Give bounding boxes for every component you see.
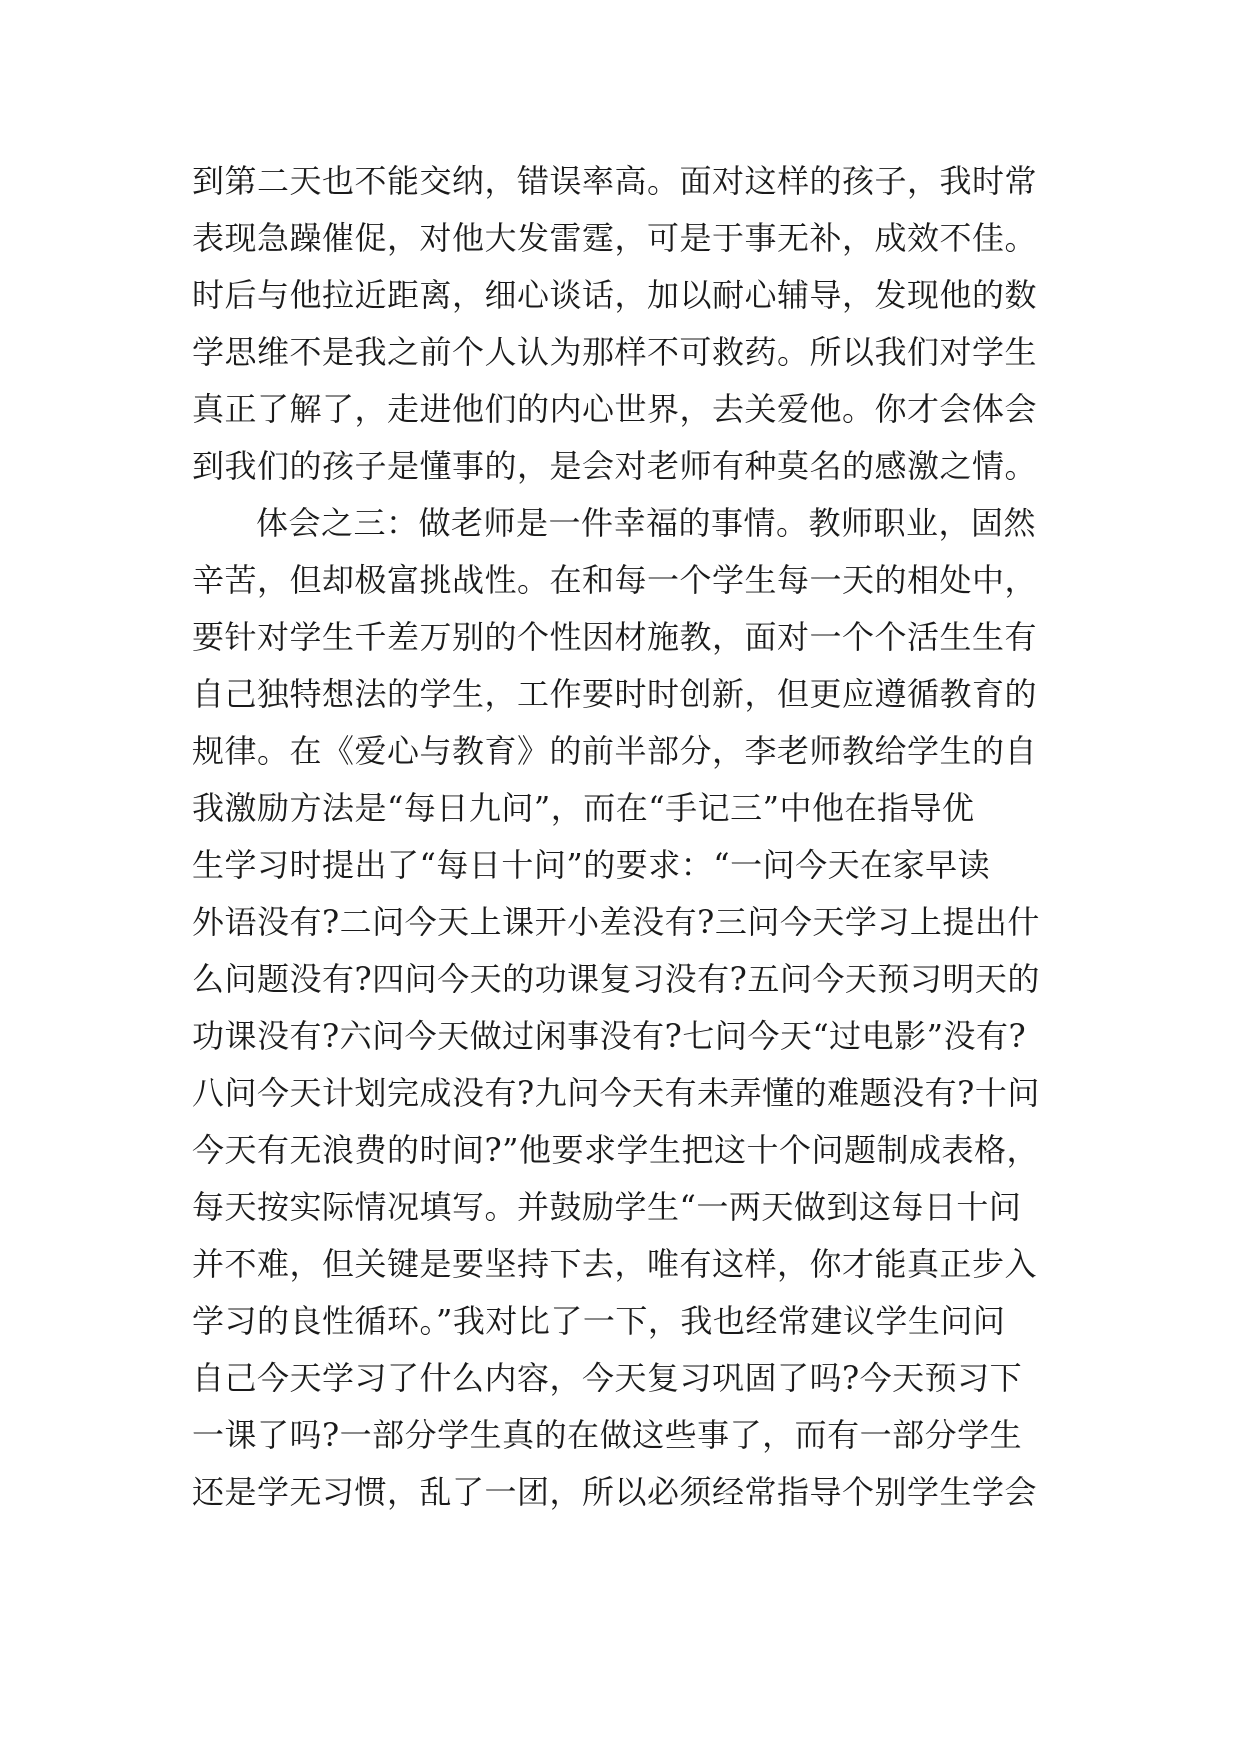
text-line: 么问题没有?四问今天的功课复习没有?五问今天预习明天的 bbox=[192, 960, 1040, 998]
text-line: 表现急躁催促，对他大发雷霆，可是于事无补，成效不佳。 bbox=[192, 219, 1038, 257]
text-line: 外语没有?二问今天上课开小差没有?三问今天学习上提出什 bbox=[192, 903, 1040, 941]
text-line: 每天按实际情况填写。并鼓励学生“一两天做到这每日十问 bbox=[192, 1188, 1022, 1226]
text-line: 时后与他拉近距离，细心谈话，加以耐心辅导，发现他的数 bbox=[192, 276, 1038, 314]
text-line: 学思维不是我之前个人认为那样不可救药。所以我们对学生 bbox=[192, 333, 1038, 371]
text-line: 我激励方法是“每日九问”，而在“手记三”中他在指导优 bbox=[192, 789, 975, 827]
text-line: 自己独特想法的学生，工作要时时创新，但更应遵循教育的 bbox=[192, 675, 1038, 713]
text-line: 学习的良性循环。”我对比了一下，我也经常建议学生问问 bbox=[192, 1302, 1006, 1340]
text-line: 八问今天计划完成没有?九问今天有未弄懂的难题没有?十问 bbox=[192, 1074, 1040, 1112]
text-line: 自己今天学习了什么内容，今天复习巩固了吗?今天预习下 bbox=[192, 1359, 1023, 1397]
text-line: 要针对学生千差万别的个性因材施教，面对一个个活生生有 bbox=[192, 618, 1038, 656]
text-line: 规律。在《爱心与教育》的前半部分，李老师教给学生的自 bbox=[192, 732, 1038, 770]
text-line: 真正了解了，走进他们的内心世界，去关爱他。你才会体会 bbox=[192, 390, 1038, 428]
text-line: 到第二天也不能交纳，错误率高。面对这样的孩子，我时常 bbox=[192, 162, 1038, 200]
text-line: 一课了吗?一部分学生真的在做这些事了，而有一部分学生 bbox=[192, 1416, 1023, 1454]
text-line: 并不难，但关键是要坚持下去，唯有这样，你才能真正步入 bbox=[192, 1245, 1038, 1283]
text-line: 今天有无浪费的时间?”他要求学生把这十个问题制成表格， bbox=[192, 1131, 1040, 1169]
text-line: 辛苦，但却极富挑战性。在和每一个学生每一天的相处中， bbox=[192, 561, 1038, 599]
paragraph-start-line: 体会之三：做老师是一件幸福的事情。教师职业，固然 bbox=[256, 504, 1037, 542]
text-line: 功课没有?六问今天做过闲事没有?七问今天“过电影”没有? bbox=[192, 1017, 1027, 1055]
text-line: 还是学无习惯，乱了一团，所以必须经常指导个别学生学会 bbox=[192, 1473, 1038, 1511]
text-line: 生学习时提出了“每日十问”的要求：“一问今天在家早读 bbox=[192, 846, 991, 884]
text-line: 到我们的孩子是懂事的，是会对老师有种莫名的感激之情。 bbox=[192, 447, 1038, 485]
